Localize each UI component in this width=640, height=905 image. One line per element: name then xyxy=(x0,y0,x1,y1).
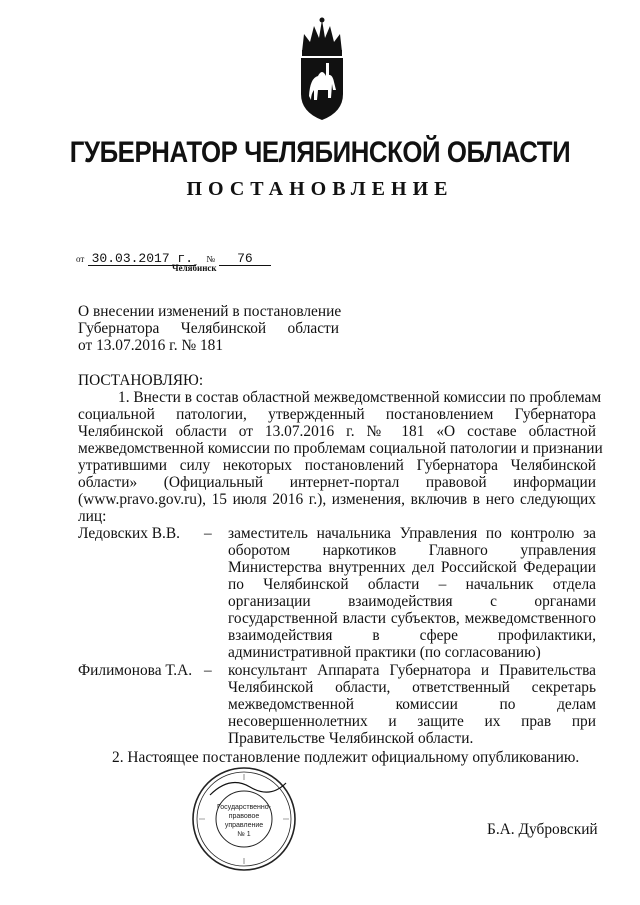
description-line: несовершеннолетних и защите их прав при xyxy=(228,713,596,730)
description-line: заместитель начальника Управления по контролю за xyxy=(228,525,596,542)
paragraph-line: области» (Официальный интернет-портал правовой информации xyxy=(78,474,596,491)
coat-of-arms-emblem xyxy=(296,16,348,124)
number-label: № xyxy=(206,254,215,264)
member-description xyxy=(228,662,596,747)
description-line: организации взаимодействия с органами xyxy=(228,593,596,610)
member-dash: – xyxy=(204,525,212,542)
document-type: ПОСТАНОВЛЕНИЕ xyxy=(186,178,454,200)
official-stamp xyxy=(190,765,298,873)
paragraph-line: Челябинской области от 13.07.2016 г. № 181 «О составе областной xyxy=(78,423,596,440)
description-line: оборотом наркотиков Главного управления xyxy=(228,542,596,559)
description-line: межведомственной комиссии по делам xyxy=(228,696,596,713)
signer-name: Б.А. Дубровский xyxy=(487,821,598,838)
document-number: 76 xyxy=(219,252,271,266)
city-label: Челябинск xyxy=(172,263,217,273)
description-line: Правительстве Челябинской области. xyxy=(228,730,474,747)
member-dash: – xyxy=(204,662,212,679)
date-prefix: от xyxy=(76,254,85,264)
paragraph-line: социальной патологии, утвержденный постановлением Губернатора xyxy=(78,406,596,423)
member-name: Филимонова Т.А. xyxy=(78,662,193,679)
document-title: ГУБЕРНАТОР ЧЕЛЯБИНСКОЙ ОБЛАСТИ xyxy=(69,136,571,169)
paragraph-2: 2. Настоящее постановление подлежит официальному опубликованию. xyxy=(112,749,580,766)
decree-label: ПОСТАНОВЛЯЮ: xyxy=(78,372,204,389)
description-line: консультант Аппарата Губернатора и Правительства xyxy=(228,662,596,679)
stamp-line: правовое xyxy=(228,813,260,820)
subject-line: от 13.07.2016 г. № 181 xyxy=(78,337,224,354)
stamp-line: Государственно- xyxy=(216,804,272,811)
stamp-line: № 1 xyxy=(237,831,251,838)
document-date: 30.03.2017 г. xyxy=(88,252,196,266)
paragraph-line: лиц: xyxy=(78,508,107,525)
subject-line: Губернатора Челябинской области xyxy=(78,320,339,337)
subject-block xyxy=(78,303,342,354)
description-line: по Челябинской области – начальник отдела xyxy=(228,576,596,593)
paragraph-line: утратившими силу некоторых постановлений Губернатора Челябинской xyxy=(78,457,596,474)
paragraph-line: (www.pravo.gov.ru), 15 июля 2016 г.), изменения, включив в него следующих xyxy=(78,491,596,508)
description-line: государственной власти субъектов, межведомственного xyxy=(228,610,596,627)
description-line: Челябинской области, ответственный секретарь xyxy=(228,679,596,696)
paragraph-line: межведомственной комиссии по проблемам социальной патологии и признании xyxy=(78,440,603,457)
description-line: Министерства внутренних дел Российской Федерации xyxy=(228,559,596,576)
description-line: административной практики (по согласованию) xyxy=(228,644,541,661)
paragraph-line: 1. Внести в состав областной межведомственной комиссии по проблемам xyxy=(118,389,602,406)
paragraph-1 xyxy=(78,389,603,525)
description-line: взаимодействия в сфере профилактики, xyxy=(228,627,596,644)
member-description xyxy=(228,525,596,661)
member-name: Ледовских В.В. xyxy=(78,525,180,542)
subject-line: О внесении изменений в постановление xyxy=(78,303,342,320)
stamp-line: управление xyxy=(224,822,264,829)
